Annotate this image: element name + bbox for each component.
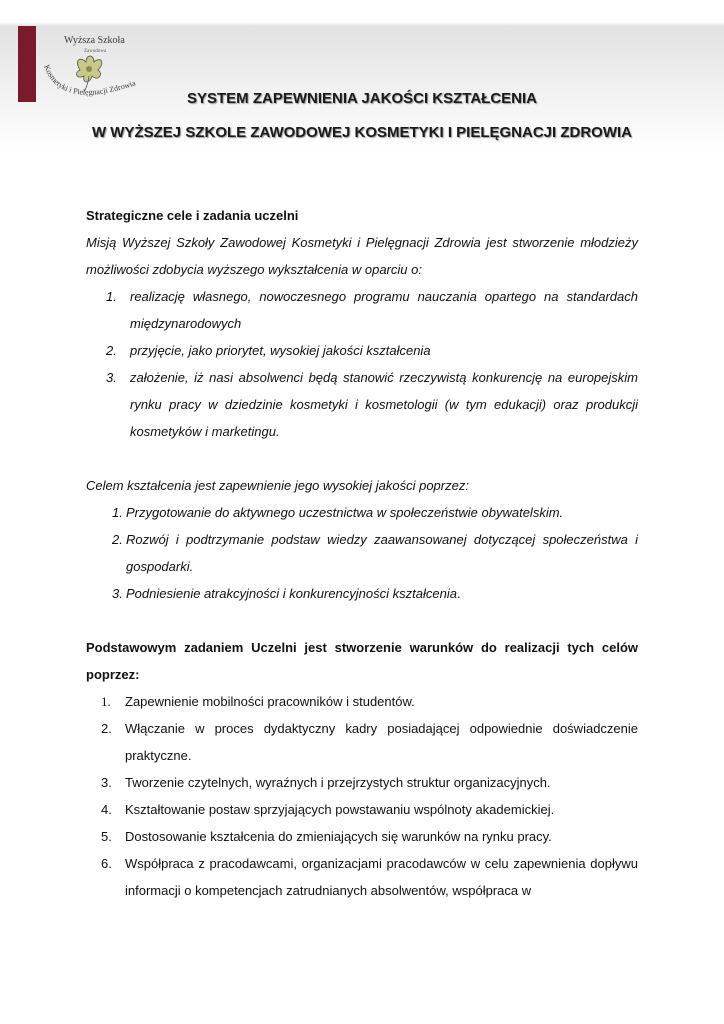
section2-list xyxy=(86,499,638,607)
list-item-number: 4. xyxy=(101,802,112,817)
spacer xyxy=(86,607,638,634)
list-item xyxy=(86,580,638,607)
page-title-line-2: W WYŻSZEJ SZKOLE ZAWODOWEJ KOSMETYKI I PIELĘGNACJI ZDROWIA xyxy=(91,124,632,141)
list-item xyxy=(86,769,638,796)
list-item-text: Tworzenie czytelnych, wyraźnych i przejrzystych struktur organizacyjnych. xyxy=(125,775,551,790)
logo-text-top: Wyższa Szkoła xyxy=(64,35,125,46)
list-item-number: 2. xyxy=(112,532,123,547)
list-item-text: przyjęcie, jako priorytet, wysokiej jakości kształcenia xyxy=(130,343,431,358)
list-item-text: Włączanie w proces dydaktyczny kadry posiadającej odpowiednie doświadczenie praktyczne. xyxy=(125,721,638,763)
list-item-text: realizację własnego, nowoczesnego programu nauczania opartego na standardach międzynarodowych xyxy=(130,289,638,331)
spacer xyxy=(86,445,638,472)
list-item-number: 3. xyxy=(106,370,117,385)
flower-icon xyxy=(77,56,102,92)
list-item-number: 5. xyxy=(101,829,112,844)
section2-intro: Celem kształcenia jest zapewnienie jego wysokiej jakości poprzez: xyxy=(86,478,469,493)
list-item-text: Współpraca z pracodawcami, organizacjami pracodawców w celu zapewnienia dopływu informacji o kompetencjach zatrudnianych absolwentów, współpraca w xyxy=(125,856,638,898)
list-item-suffix: . xyxy=(456,586,461,601)
list-item xyxy=(86,526,638,580)
list-item xyxy=(86,688,638,715)
logo-text-small: Zawodowa xyxy=(84,49,107,54)
list-item-number: 2. xyxy=(101,721,112,736)
list-item-text: Rozwój i podtrzymanie podstaw wiedzy zaawansowanej dotyczącej społeczeństwa i gospodarki. xyxy=(126,532,638,574)
list-item-text: Przygotowanie do aktywnego uczestnictwa w społeczeństwie obywatelskim. xyxy=(126,505,564,520)
logo-text-arc-path: Kosmetyki i Pielęgnacji Zdrowia xyxy=(42,63,137,97)
list-item-number: 1. xyxy=(106,289,117,304)
list-item-number: 3. xyxy=(101,775,112,790)
list-item-number: 1. xyxy=(112,505,123,520)
list-item-number: 3. xyxy=(112,586,123,601)
section3-list xyxy=(86,688,638,904)
section1-heading: Strategiczne cele i zadania uczelni xyxy=(86,208,299,223)
list-item xyxy=(86,283,638,337)
list-item xyxy=(86,364,638,445)
document-body xyxy=(86,202,638,904)
section3-heading: Podstawowym zadaniem Uczelni jest stworzenie warunków do realizacji tych celów poprzez: xyxy=(86,640,638,682)
page-title-line-1: SYSTEM ZAPEWNIENIA JAKOŚCI KSZTAŁCENIA xyxy=(186,90,538,107)
list-item xyxy=(86,796,638,823)
list-item-text: założenie, iż nasi absolwenci będą stanowić rzeczywistą konkurencję na europejskim rynku pracy w dziedzinie kosmetyki i kosmetologii (w tym edukacji) oraz produkcji kosmetyków i marketingu. xyxy=(130,370,638,439)
list-item xyxy=(86,715,638,769)
list-item xyxy=(86,337,638,364)
list-item xyxy=(86,499,638,526)
list-item-text: Kształtowanie postaw sprzyjających powstawaniu wspólnoty akademickiej. xyxy=(125,802,555,817)
section1-intro: Misją Wyższej Szkoły Zawodowej Kosmetyki i Pielęgnacji Zdrowia jest stworzenie młodzieży możliwości zdobycia wyższego wykształcenia w oparciu o: xyxy=(86,235,638,277)
list-item-number: 1. xyxy=(101,694,111,709)
list-item xyxy=(86,823,638,850)
list-item xyxy=(86,850,638,904)
list-item-number: 2. xyxy=(106,343,117,358)
list-item-text: Dostosowanie kształcenia do zmieniających się warunków na rynku pracy. xyxy=(125,829,552,844)
list-item-number: 6. xyxy=(101,856,112,871)
list-item-text: Zapewnienie mobilności pracowników i studentów. xyxy=(125,694,415,709)
list-item-text: Podniesienie atrakcyjności i konkurencyjności kształcenia xyxy=(126,586,457,601)
section1-list xyxy=(86,283,638,445)
